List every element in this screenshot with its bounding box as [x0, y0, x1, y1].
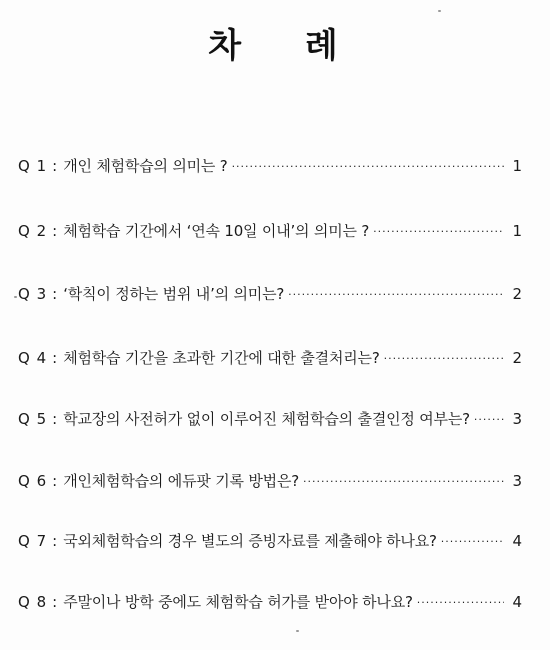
page-number: 2: [512, 349, 522, 367]
separator-colon: :: [52, 410, 58, 428]
dot-leader: [288, 283, 504, 307]
question-number: Q 8: [18, 593, 48, 611]
question-text: ‘학칙이 정하는 범위 내’의 의미는?: [63, 285, 285, 303]
question-number: Q 4: [18, 349, 48, 367]
question-text: 학교장의 사전허가 없이 이루어진 체험학습의 출결인정 여부는?: [63, 410, 470, 428]
page-number: 4: [512, 593, 522, 611]
question-text: 체험학습 기간에서 ‘연속 10일 이내’의 의미는 ?: [63, 222, 370, 240]
page-title: 차 례: [208, 26, 364, 66]
scan-speck: [14, 296, 17, 298]
separator-colon: :: [52, 349, 58, 367]
page-number: 1: [512, 222, 522, 240]
separator-colon: :: [52, 532, 58, 550]
dot-leader: [441, 530, 504, 554]
separator-colon: :: [52, 222, 58, 240]
page-number: 1: [512, 157, 522, 175]
dot-leader: [373, 220, 504, 244]
separator-colon: :: [52, 593, 58, 611]
separator-colon: :: [52, 472, 58, 490]
question-text: 국외체험학습의 경우 별도의 증빙자료를 제출해야 하나요?: [63, 532, 437, 550]
page-number: 2: [512, 285, 522, 303]
toc-entry[interactable]: [18, 154, 522, 178]
question-text: 주말이나 방학 중에도 체험학습 허가를 받아야 하나요?: [63, 593, 413, 611]
toc-entry[interactable]: [18, 219, 522, 243]
question-number: Q 3: [18, 285, 48, 303]
scan-speck: [296, 630, 299, 632]
toc-entry[interactable]: [18, 590, 522, 614]
question-text: 개인체험학습의 에듀팟 기록 방법은?: [63, 472, 300, 490]
page-number: 3: [512, 472, 522, 490]
separator-colon: :: [52, 285, 58, 303]
question-number: Q 2: [18, 222, 48, 240]
question-text: 체험학습 기간을 초과한 기간에 대한 출결처리는?: [63, 349, 380, 367]
separator-colon: :: [52, 157, 58, 175]
question-text: 개인 체험학습의 의미는 ?: [63, 157, 228, 175]
dot-leader: [384, 347, 504, 371]
toc-entry[interactable]: [18, 529, 522, 553]
toc-entry[interactable]: [18, 469, 522, 493]
page-number: 3: [512, 410, 522, 428]
question-number: Q 1: [18, 157, 48, 175]
dot-leader: [417, 591, 504, 615]
question-number: Q 5: [18, 410, 48, 428]
question-number: Q 6: [18, 472, 48, 490]
toc-entry[interactable]: [18, 282, 522, 306]
toc-entry[interactable]: [18, 407, 522, 431]
toc-entry[interactable]: [18, 346, 522, 370]
question-number: Q 7: [18, 532, 48, 550]
dot-leader: [303, 470, 504, 494]
scan-speck: [438, 10, 441, 12]
page-number: 4: [512, 532, 522, 550]
dot-leader: [474, 408, 504, 432]
dot-leader: [232, 155, 504, 179]
